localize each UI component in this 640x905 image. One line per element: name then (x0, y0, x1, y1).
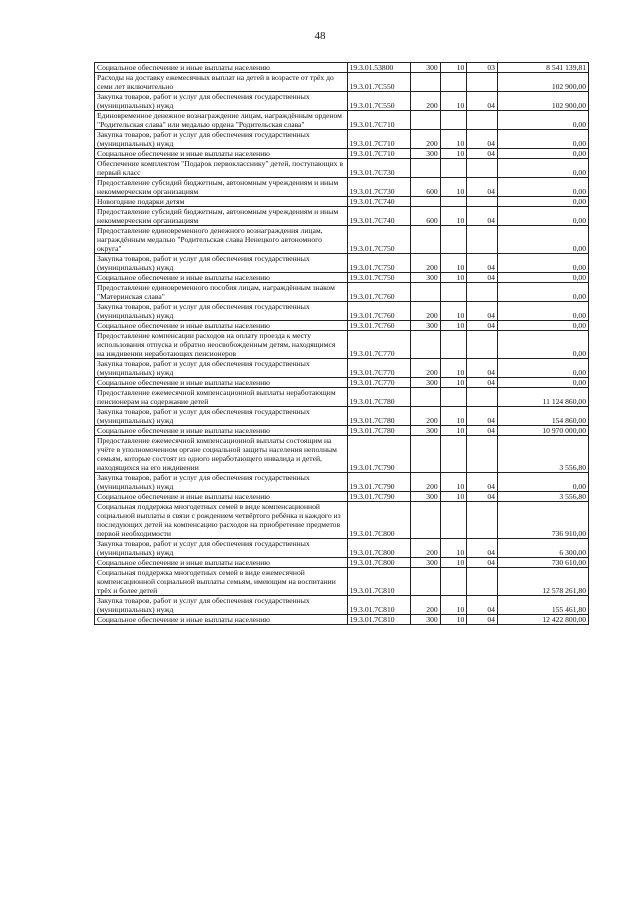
row-section: 10 (440, 359, 467, 378)
row-subsection: 04 (467, 149, 498, 159)
row-section (440, 388, 467, 407)
row-expense-type (411, 159, 441, 178)
row-target-article: 19.3.01.7С710 (347, 130, 410, 149)
row-name: Закупка товаров, работ и услуг для обеспечения государственных (муниципальных) нужд (95, 92, 348, 111)
row-name: Социальное обеспечение и иные выплаты населению (95, 615, 348, 625)
table-row (95, 207, 589, 226)
row-name: Обеспечение комплектом "Подарок первокласснику" детей, поступающих в первый класс (95, 159, 348, 178)
row-name: Социальное обеспечение и иные выплаты населению (95, 426, 348, 436)
row-section: 10 (440, 92, 467, 111)
table-row (95, 426, 589, 436)
row-expense-type: 200 (411, 596, 441, 615)
row-expense-type (411, 436, 441, 473)
table-row (95, 273, 589, 283)
row-amount: 0,00 (497, 331, 588, 359)
table-row (95, 558, 589, 568)
row-subsection (467, 73, 498, 92)
row-amount: 12 422 800,00 (497, 615, 588, 625)
row-target-article: 19.3.01.7С770 (347, 331, 410, 359)
row-name: Предоставление ежемесячной компенсационной выплаты состоящим на учёте в уполномоченном органе социальной защиты населения неполным семьям, которые состоят из одного неработающего инвалида и детей, находящихся на его иждивении (95, 436, 348, 473)
row-name: Социальное обеспечение и иные выплаты населению (95, 558, 348, 568)
row-expense-type: 200 (411, 302, 441, 321)
row-subsection: 04 (467, 492, 498, 502)
row-section: 10 (440, 426, 467, 436)
row-section: 10 (440, 378, 467, 388)
row-name: Социальное обеспечение и иные выплаты населению (95, 492, 348, 502)
table-body (95, 63, 589, 625)
row-target-article: 19.3.01.7С760 (347, 321, 410, 331)
row-target-article: 19.3.01.7С550 (347, 92, 410, 111)
row-subsection: 04 (467, 596, 498, 615)
row-section: 10 (440, 63, 467, 73)
row-target-article: 19.3.01.7С750 (347, 254, 410, 273)
row-amount: 10 970 000,00 (497, 426, 588, 436)
row-subsection (467, 388, 498, 407)
table-row (95, 596, 589, 615)
row-target-article: 19.3.01.7С790 (347, 473, 410, 492)
row-amount: 0,00 (497, 226, 588, 254)
row-expense-type (411, 502, 441, 539)
row-amount: 3 556,80 (497, 436, 588, 473)
row-target-article: 19.3.01.7С730 (347, 178, 410, 197)
row-target-article: 19.3.01.7С750 (347, 273, 410, 283)
row-name: Закупка товаров, работ и услуг для обеспечения государственных (муниципальных) нужд (95, 407, 348, 426)
row-expense-type (411, 111, 441, 130)
row-subsection: 04 (467, 473, 498, 492)
row-section: 10 (440, 178, 467, 197)
table-row (95, 388, 589, 407)
row-section (440, 283, 467, 302)
row-section: 10 (440, 596, 467, 615)
table-row (95, 302, 589, 321)
row-name: Закупка товаров, работ и услуг для обеспечения государственных (муниципальных) нужд (95, 596, 348, 615)
row-target-article: 19.3.01.7С710 (347, 149, 410, 159)
row-subsection: 04 (467, 426, 498, 436)
row-section (440, 502, 467, 539)
row-expense-type: 200 (411, 92, 441, 111)
row-subsection: 04 (467, 407, 498, 426)
row-target-article: 19.3.01.7С740 (347, 197, 410, 207)
table-row (95, 568, 589, 596)
row-amount: 0,00 (497, 359, 588, 378)
table-row (95, 130, 589, 149)
row-subsection: 04 (467, 92, 498, 111)
row-amount: 730 610,00 (497, 558, 588, 568)
row-name: Закупка товаров, работ и услуг для обеспечения государственных (муниципальных) нужд (95, 473, 348, 492)
row-expense-type: 300 (411, 378, 441, 388)
row-section: 10 (440, 149, 467, 159)
row-name: Новогодние подарки детям (95, 197, 348, 207)
row-subsection (467, 436, 498, 473)
row-subsection: 04 (467, 359, 498, 378)
row-section: 10 (440, 273, 467, 283)
row-name: Предоставление единовременного пособия лицам, награждённым знаком "Материнская слава" (95, 283, 348, 302)
row-target-article: 19.3.01.7С780 (347, 388, 410, 407)
row-subsection (467, 331, 498, 359)
row-name: Социальное обеспечение и иные выплаты населению (95, 378, 348, 388)
row-expense-type: 600 (411, 207, 441, 226)
table-row (95, 149, 589, 159)
row-subsection (467, 159, 498, 178)
row-section: 10 (440, 473, 467, 492)
row-expense-type: 600 (411, 178, 441, 197)
table-row (95, 473, 589, 492)
row-expense-type: 200 (411, 407, 441, 426)
row-subsection (467, 111, 498, 130)
row-expense-type (411, 283, 441, 302)
row-subsection: 04 (467, 273, 498, 283)
row-expense-type (411, 73, 441, 92)
row-name: Закупка товаров, работ и услуг для обеспечения государственных (муниципальных) нужд (95, 302, 348, 321)
row-amount: 0,00 (497, 178, 588, 197)
row-amount: 11 124 860,00 (497, 388, 588, 407)
row-target-article: 19.3.01.7С800 (347, 502, 410, 539)
row-name: Социальное обеспечение и иные выплаты населению (95, 273, 348, 283)
table-row (95, 226, 589, 254)
row-section (440, 111, 467, 130)
row-name: Закупка товаров, работ и услуг для обеспечения государственных (муниципальных) нужд (95, 539, 348, 558)
row-target-article: 19.3.01.7С780 (347, 407, 410, 426)
row-subsection: 04 (467, 178, 498, 197)
row-subsection (467, 502, 498, 539)
row-section (440, 568, 467, 596)
row-subsection: 04 (467, 254, 498, 273)
row-subsection (467, 197, 498, 207)
row-target-article: 19.3.01.53800 (347, 63, 410, 73)
table-row (95, 502, 589, 539)
row-amount: 155 461,80 (497, 596, 588, 615)
table-row (95, 197, 589, 207)
row-subsection: 04 (467, 558, 498, 568)
table-row (95, 92, 589, 111)
table-row (95, 111, 589, 130)
row-expense-type: 300 (411, 492, 441, 502)
table-row (95, 436, 589, 473)
row-target-article: 19.3.01.7С750 (347, 226, 410, 254)
row-amount: 3 556,80 (497, 492, 588, 502)
row-subsection: 03 (467, 63, 498, 73)
row-amount: 102 900,00 (497, 92, 588, 111)
row-amount: 0,00 (497, 149, 588, 159)
row-amount: 0,00 (497, 111, 588, 130)
row-target-article: 19.3.01.7С760 (347, 283, 410, 302)
row-name: Закупка товаров, работ и услуг для обеспечения государственных (муниципальных) нужд (95, 254, 348, 273)
row-section (440, 436, 467, 473)
row-amount: 0,00 (497, 197, 588, 207)
row-expense-type (411, 331, 441, 359)
row-name: Социальная поддержка многодетных семей в виде ежемесячной компенсационной социальной выплаты семьям, имеющим на воспитании трёх и более детей (95, 568, 348, 596)
row-section (440, 331, 467, 359)
row-section: 10 (440, 407, 467, 426)
row-target-article: 19.3.01.7С740 (347, 207, 410, 226)
row-subsection (467, 283, 498, 302)
row-target-article: 19.3.01.7С810 (347, 568, 410, 596)
row-target-article: 19.3.01.7С790 (347, 492, 410, 502)
row-target-article: 19.3.01.7С800 (347, 539, 410, 558)
row-amount: 0,00 (497, 283, 588, 302)
row-expense-type: 200 (411, 130, 441, 149)
row-name: Предоставление субсидий бюджетным, автономным учреждениям и иным некоммерческим организациям (95, 178, 348, 197)
row-expense-type: 300 (411, 63, 441, 73)
row-name: Единовременное денежное вознаграждение лицам, награждённым орденом "Родительская слава" или медалью ордена "Родительская слава" (95, 111, 348, 130)
row-section: 10 (440, 254, 467, 273)
row-subsection: 04 (467, 302, 498, 321)
table-row (95, 492, 589, 502)
row-section: 10 (440, 539, 467, 558)
row-expense-type: 300 (411, 149, 441, 159)
row-expense-type: 200 (411, 359, 441, 378)
row-subsection (467, 226, 498, 254)
row-expense-type: 200 (411, 254, 441, 273)
row-expense-type: 300 (411, 426, 441, 436)
row-section: 10 (440, 615, 467, 625)
row-section (440, 73, 467, 92)
row-amount: 0,00 (497, 254, 588, 273)
table-row (95, 359, 589, 378)
row-amount: 0,00 (497, 321, 588, 331)
table-row (95, 378, 589, 388)
row-name: Социальное обеспечение и иные выплаты населению (95, 321, 348, 331)
row-amount: 0,00 (497, 159, 588, 178)
row-name: Предоставление компенсации расходов на оплату проезда к месту использования отпуска и обратно неосвобожденным детям, находящимся на иждивении неработающих пенсионеров (95, 331, 348, 359)
row-target-article: 19.3.01.7С790 (347, 436, 410, 473)
row-expense-type (411, 568, 441, 596)
table-row (95, 615, 589, 625)
row-name: Социальное обеспечение и иные выплаты населению (95, 149, 348, 159)
row-expense-type: 200 (411, 539, 441, 558)
row-amount: 6 300,00 (497, 539, 588, 558)
row-section (440, 159, 467, 178)
row-target-article: 19.3.01.7С810 (347, 615, 410, 625)
row-expense-type: 200 (411, 473, 441, 492)
row-amount: 0,00 (497, 378, 588, 388)
row-subsection: 04 (467, 130, 498, 149)
row-name: Социальная поддержка многодетных семей в виде компенсационной социальной выплаты в связи с рождением четвёртого ребёнка и каждого из последующих детей на компенсацию расходов на приобретение предметов первой необходимости (95, 502, 348, 539)
table-row (95, 331, 589, 359)
row-target-article: 19.3.01.7С760 (347, 302, 410, 321)
row-expense-type (411, 197, 441, 207)
row-name: Расходы на доставку ежемесячных выплат на детей в возрасте от трёх до семи лет включительно (95, 73, 348, 92)
row-amount: 8 541 139,81 (497, 63, 588, 73)
table-row (95, 178, 589, 197)
table-row (95, 73, 589, 92)
row-expense-type: 300 (411, 321, 441, 331)
row-section: 10 (440, 302, 467, 321)
row-name: Предоставление единовременного денежного вознаграждения лицам, награждённым медалью "Родительская слава Ненецкого автономного округа" (95, 226, 348, 254)
table-row (95, 254, 589, 273)
row-section (440, 197, 467, 207)
row-subsection: 04 (467, 378, 498, 388)
row-amount: 0,00 (497, 273, 588, 283)
row-expense-type: 300 (411, 558, 441, 568)
row-target-article: 19.3.01.7С810 (347, 596, 410, 615)
row-subsection: 04 (467, 615, 498, 625)
row-expense-type (411, 388, 441, 407)
row-amount: 736 910,00 (497, 502, 588, 539)
row-target-article: 19.3.01.7С730 (347, 159, 410, 178)
table-row (95, 407, 589, 426)
row-expense-type (411, 226, 441, 254)
row-section: 10 (440, 492, 467, 502)
row-name: Предоставление ежемесячной компенсационной выплаты неработающим пенсионерам на содержание детей (95, 388, 348, 407)
row-amount: 0,00 (497, 302, 588, 321)
row-section: 10 (440, 130, 467, 149)
row-name: Предоставление субсидий бюджетным, автономным учреждениям и иным некоммерческим организациям (95, 207, 348, 226)
page-number: 48 (314, 30, 326, 42)
row-target-article: 19.3.01.7С770 (347, 359, 410, 378)
row-amount: 12 578 261,80 (497, 568, 588, 596)
row-section (440, 226, 467, 254)
row-amount: 0,00 (497, 130, 588, 149)
row-expense-type: 300 (411, 615, 441, 625)
row-target-article: 19.3.01.7С770 (347, 378, 410, 388)
row-name: Закупка товаров, работ и услуг для обеспечения государственных (муниципальных) нужд (95, 359, 348, 378)
table-row (95, 539, 589, 558)
table-row (95, 159, 589, 178)
row-subsection: 04 (467, 207, 498, 226)
row-target-article: 19.3.01.7С550 (347, 73, 410, 92)
row-amount: 154 860,00 (497, 407, 588, 426)
row-target-article: 19.3.01.7С780 (347, 426, 410, 436)
row-amount: 0,00 (497, 473, 588, 492)
row-target-article: 19.3.01.7С710 (347, 111, 410, 130)
row-section: 10 (440, 321, 467, 331)
row-section: 10 (440, 558, 467, 568)
row-subsection: 04 (467, 539, 498, 558)
row-name: Социальное обеспечение и иные выплаты населению (95, 63, 348, 73)
table-row (95, 63, 589, 73)
row-expense-type: 300 (411, 273, 441, 283)
row-amount: 0,00 (497, 207, 588, 226)
row-target-article: 19.3.01.7С800 (347, 558, 410, 568)
budget-table (94, 62, 589, 625)
row-subsection: 04 (467, 321, 498, 331)
row-subsection (467, 568, 498, 596)
row-section: 10 (440, 207, 467, 226)
table-row (95, 283, 589, 302)
row-name: Закупка товаров, работ и услуг для обеспечения государственных (муниципальных) нужд (95, 130, 348, 149)
row-amount: 102 900,00 (497, 73, 588, 92)
table-row (95, 321, 589, 331)
